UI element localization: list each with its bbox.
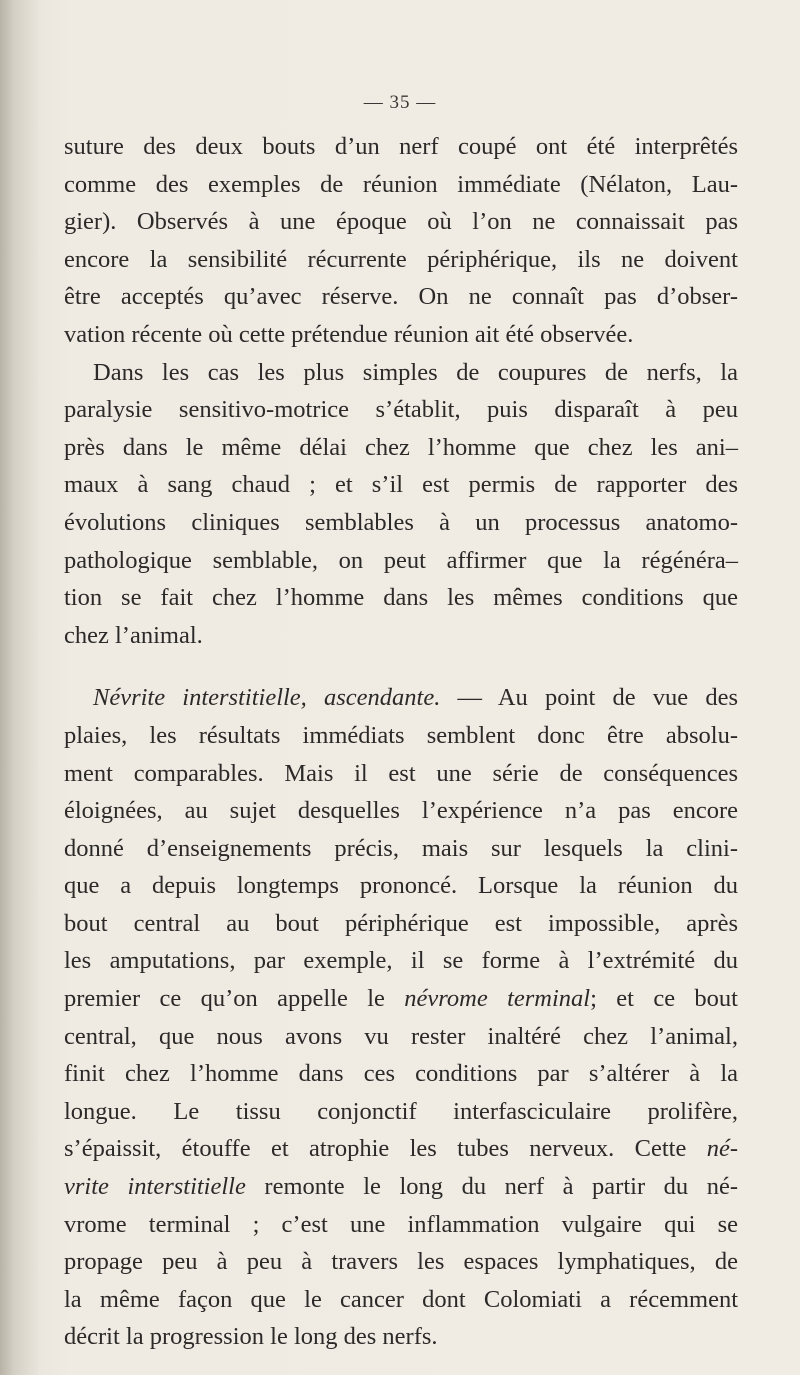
text-line: encore la sensibilité récurrente périphérique, ils ne doivent	[64, 245, 738, 273]
text-run: remonte le long du nerf à partir du né-	[245, 1173, 739, 1201]
text-run: premier ce qu’on appelle le	[64, 985, 405, 1013]
italic-term: névrome terminal	[404, 985, 591, 1013]
italic-term: vrite interstitielle	[64, 1173, 246, 1201]
paragraph-2	[64, 354, 738, 655]
text-line: propage peu à peu à travers les espaces lymphatiques, de	[64, 1248, 738, 1276]
section-heading: Névrite interstitielle, ascendante.	[93, 684, 441, 712]
paragraph-3	[64, 679, 738, 1356]
paragraph-gap	[64, 654, 738, 679]
text-line: gier). Observés à une époque où l’on ne connaissait pas	[64, 208, 738, 236]
text-line: la même façon que le cancer dont Colomiati a récemment	[64, 1285, 738, 1313]
text-line: chez l’animal.	[64, 621, 203, 649]
page-number: — 35 —	[363, 92, 437, 113]
text-line: vation récente où cette prétendue réunion ait été observée.	[64, 320, 634, 348]
text-line: suture des deux bouts d’un nerf coupé ont été interprêtés	[64, 133, 738, 160]
text-line: bout central au bout périphérique est impossible, après	[64, 909, 738, 937]
text-line: vrome terminal ; c’est une inflammation vulgaire qui se	[64, 1210, 738, 1238]
text-line: évolutions cliniques semblables à un processus anatomo-	[64, 508, 738, 536]
text-line: pathologique semblable, on peut affirmer que la régénéra–	[64, 546, 738, 574]
text-line: éloignées, au sujet desquelles l’expérience n’a pas encore	[64, 797, 738, 825]
text-line: que a depuis longtemps prononcé. Lorsque la réunion du	[64, 872, 738, 900]
binding-gutter-shadow	[0, 0, 38, 1375]
text-line: Dans les cas les plus simples de coupures de nerfs, la	[93, 358, 738, 386]
text-line: longue. Le tissu conjonctif interfasciculaire prolifère,	[64, 1097, 738, 1125]
text-line: paralysie sensitivo-motrice s’établit, puis disparaît à peu	[64, 396, 738, 424]
text-line: près dans le même délai chez l’homme que chez les ani–	[64, 433, 738, 461]
text-line	[64, 679, 738, 717]
text-line: donné d’enseignements précis, mais sur lesquels la clini-	[64, 834, 738, 862]
text-line	[64, 1130, 738, 1168]
text-line: maux à sang chaud ; et s’il est permis de rapporter des	[64, 471, 738, 499]
text-line: ment comparables. Mais il est une série de conséquences	[64, 759, 738, 787]
text-line: plaies, les résultats immédiats semblent donc être absolu-	[64, 721, 738, 749]
text-line: être acceptés qu’avec réserve. On ne connaît pas d’obser-	[64, 283, 738, 311]
text-line	[64, 1168, 738, 1206]
text-line: central, que nous avons vu rester inaltéré chez l’animal,	[64, 1022, 738, 1050]
text-line: décrit la progression le long des nerfs.	[64, 1323, 438, 1351]
text-run: ; et ce bout	[590, 985, 738, 1013]
italic-term: né-	[706, 1135, 738, 1163]
text-line: les amputations, par exemple, il se forme à l’extrémité du	[64, 947, 738, 975]
body-text	[64, 128, 738, 1356]
text-line	[64, 980, 738, 1018]
text-line: tion se fait chez l’homme dans les mêmes conditions que	[64, 584, 738, 612]
heading-continuation: — Au point de vue des	[440, 684, 738, 712]
text-run: s’épaissit, étouffe et atrophie les tubes nerveux. Cette	[64, 1135, 707, 1163]
text-line: comme des exemples de réunion immédiate (Nélaton, Lau-	[64, 170, 738, 198]
text-line: finit chez l’homme dans ces conditions par s’altérer à la	[64, 1060, 738, 1088]
paragraph-1	[64, 128, 738, 354]
